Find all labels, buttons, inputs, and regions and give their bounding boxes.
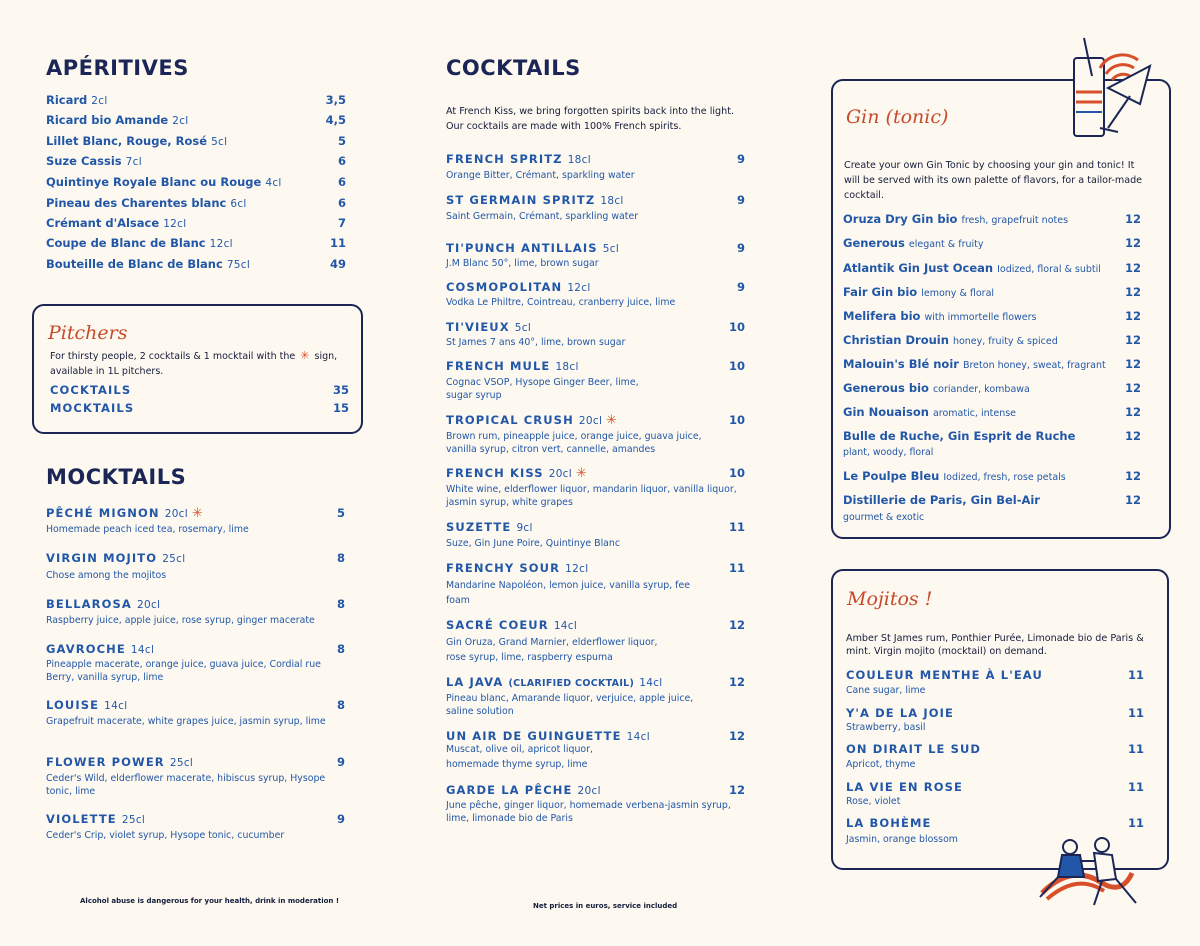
item-description: Grapefruit macerate, white grapes juice, jasmin syrup, lime: [46, 716, 326, 727]
list-item: GAVROCHE 14cl 8: [46, 642, 345, 656]
list-item: PÊCHÉ MIGNON 20cl ✳ 5: [46, 506, 345, 521]
item-description: gourmet & exotic: [843, 512, 925, 523]
list-item: SUZETTE 9cl 11: [446, 520, 745, 534]
list-item: COSMOPOLITAN 12cl 9: [446, 280, 745, 294]
list-item: Y'A DE LA JOIE 11: [846, 706, 1144, 720]
item-description: Orange Bitter, Crémant, sparkling water: [446, 170, 635, 181]
star-icon: ✳: [191, 506, 204, 521]
list-item: Bulle de Ruche, Gin Esprit de Ruche 12: [843, 429, 1141, 443]
list-item: Suze Cassis 7cl 6: [46, 154, 346, 168]
star-icon: ✳: [606, 413, 619, 428]
footer-disclaimer: Alcohol abuse is dangerous for your health, drink in moderation !: [80, 897, 340, 905]
list-item: Atlantik Gin Just Ocean Iodized, floral & subtil 12: [843, 261, 1141, 275]
item-description: Pineapple macerate, orange juice, guava juice, Cordial rue Berry, vanilla syrup, lime: [46, 659, 321, 683]
aperitives-title: APÉRITIVES: [46, 56, 189, 80]
pitchers-description: For thirsty people, 2 cocktails & 1 mocktail with the ✳ sign, available in 1L pitchers.: [50, 349, 338, 377]
dancing-couple-illustration-icon: [1032, 833, 1142, 908]
item-description: Mandarine Napoléon, lemon juice, vanilla syrup, fee foam: [446, 580, 691, 606]
list-item: ST GERMAIN SPRITZ 18cl 9: [446, 193, 745, 207]
item-description: Ceder's Crip, violet syrup, Hysope tonic, cucumber: [46, 830, 285, 841]
list-item: Ricard 2cl 3,5: [46, 93, 346, 107]
pitchers-title: Pitchers: [48, 322, 128, 344]
item-description: Pineau blanc, Amarande liquor, verjuice, apple juice, saline solution: [446, 693, 694, 717]
item-description: Homemade peach iced tea, rosemary, lime: [46, 524, 249, 535]
list-item: Coupe de Blanc de Blanc 12cl 11: [46, 236, 346, 250]
item-description: Cane sugar, lime: [846, 685, 926, 696]
list-item: FRENCH SPRITZ 18cl 9: [446, 152, 745, 166]
item-description: Ceder's Wild, elderflower macerate, hibiscus syrup, Hysope tonic, lime: [46, 773, 326, 797]
mojitos-intro: Amber St James rum, Ponthier Purée, Limonade bio de Paris & mint. Virgin mojito (mocktail) on demand.: [846, 633, 1144, 657]
item-description: Suze, Gin June Poire, Quintinye Blanc: [446, 538, 621, 549]
list-item: FRENCH MULE 18cl 10: [446, 359, 745, 373]
list-item: Le Poulpe Bleu Iodized, fresh, rose petals 12: [843, 469, 1141, 483]
mocktails-title: MOCKTAILS: [46, 465, 187, 489]
item-description: Chose among the mojitos: [46, 570, 167, 581]
list-item: Generous bio coriander, kombawa 12: [843, 381, 1141, 395]
item-description: Apricot, thyme: [846, 759, 916, 770]
list-item: Ricard bio Amande 2cl 4,5: [46, 113, 346, 127]
gin-title: Gin (tonic): [846, 106, 949, 128]
cocktail-glasses-illustration-icon: [1060, 36, 1160, 146]
list-item: TROPICAL CRUSH 20cl ✳ 10: [446, 413, 745, 428]
list-item: Pineau des Charentes blanc 6cl 6: [46, 196, 346, 210]
pitchers-row-cocktails: COCKTAILS 35: [50, 383, 349, 397]
list-item: Melifera bio with immortelle flowers 12: [843, 309, 1141, 323]
item-description: Brown rum, pineapple juice, orange juice, guava juice, vanilla syrup, citron vert, cannelle, amandes: [446, 431, 702, 455]
list-item: VIRGIN MOJITO 25cl 8: [46, 551, 345, 565]
mojitos-title: Mojitos !: [847, 588, 933, 610]
list-item: LA BOHÈME 11: [846, 816, 1144, 830]
list-item: Christian Drouin honey, fruity & spiced 12: [843, 333, 1141, 347]
list-item: Bouteille de Blanc de Blanc 75cl 49: [46, 257, 346, 271]
list-item: LA VIE EN ROSE 11: [846, 780, 1144, 794]
item-description: St James 7 ans 40°, lime, brown sugar: [446, 337, 626, 348]
list-item: Quintinye Royale Blanc ou Rouge 4cl 6: [46, 175, 346, 189]
list-item: Generous elegant & fruity 12: [843, 236, 1141, 250]
item-description: June pêche, ginger liquor, homemade verbena-jasmin syrup, lime, limonade bio de Paris: [446, 800, 731, 824]
item-description: Saint Germain, Crémant, sparkling water: [446, 211, 639, 222]
list-item: Lillet Blanc, Rouge, Rosé 5cl 5: [46, 134, 346, 148]
item-description: J.M Blanc 50°, lime, brown sugar: [446, 258, 599, 269]
list-item: Crémant d'Alsace 12cl 7: [46, 216, 346, 230]
star-icon: ✳: [575, 466, 588, 481]
list-item: Oruza Dry Gin bio fresh, grapefruit notes 12: [843, 212, 1141, 226]
list-item: LA JAVA (CLARIFIED COCKTAIL) 14cl 12: [446, 675, 745, 689]
list-item: SACRÉ COEUR 14cl 12: [446, 618, 745, 632]
item-description: Cognac VSOP, Hysope Ginger Beer, lime, sugar syrup: [446, 377, 639, 401]
list-item: Malouin's Blé noir Breton honey, sweat, fragrant 12: [843, 357, 1141, 371]
cocktails-intro: At French Kiss, we bring forgotten spirits back into the light. Our cocktails are made with 100% French spirits.: [446, 106, 735, 132]
list-item: Fair Gin bio lemony & floral 12: [843, 285, 1141, 299]
list-item: GARDE LA PÊCHE 20cl 12: [446, 783, 745, 797]
list-item: FRENCHY SOUR 12cl 11: [446, 561, 745, 575]
list-item: Gin Nouaison aromatic, intense 12: [843, 405, 1141, 419]
item-description: Raspberry juice, apple juice, rose syrup, ginger macerate: [46, 615, 315, 626]
list-item: FLOWER POWER 25cl 9: [46, 755, 345, 769]
pitchers-row-mocktails: MOCKTAILS 15: [50, 401, 349, 415]
list-item: Distillerie de Paris, Gin Bel-Air 12: [843, 493, 1141, 507]
list-item: TI'VIEUX 5cl 10: [446, 320, 745, 334]
item-description: White wine, elderflower liquor, mandarin liquor, vanilla liquor, jasmin syrup, white grapes: [446, 484, 737, 508]
item-description: Rose, violet: [846, 796, 901, 807]
footer-prices-note: Net prices in euros, service included: [533, 902, 678, 910]
list-item: UN AIR DE GUINGUETTE 14cl 12: [446, 729, 745, 743]
list-item: LOUISE 14cl 8: [46, 698, 345, 712]
cocktails-title: COCKTAILS: [446, 56, 581, 80]
item-description: plant, woody, floral: [843, 447, 934, 458]
gin-intro: Create your own Gin Tonic by choosing your gin and tonic! It will be served with its own palette of flavors, for a tailor-made cocktail.: [844, 160, 1143, 201]
item-description: Vodka Le Philtre, Cointreau, cranberry juice, lime: [446, 297, 676, 308]
item-description: Jasmin, orange blossom: [846, 834, 958, 845]
list-item: ON DIRAIT LE SUD 11: [846, 742, 1144, 756]
star-icon: ✳: [300, 349, 310, 362]
list-item: BELLAROSA 20cl 8: [46, 597, 345, 611]
list-item: TI'PUNCH ANTILLAIS 5cl 9: [446, 241, 745, 255]
list-item: FRENCH KISS 20cl ✳ 10: [446, 466, 745, 481]
item-description: Gin Oruza, Grand Marnier, elderflower liquor, rose syrup, lime, raspberry espuma: [446, 637, 658, 663]
list-item: VIOLETTE 25cl 9: [46, 812, 345, 826]
item-description: Strawberry, basil: [846, 722, 926, 733]
list-item: COULEUR MENTHE À L'EAU 11: [846, 668, 1144, 682]
item-description: Muscat, olive oil, apricot liquor, homemade thyme syrup, lime: [446, 744, 593, 770]
